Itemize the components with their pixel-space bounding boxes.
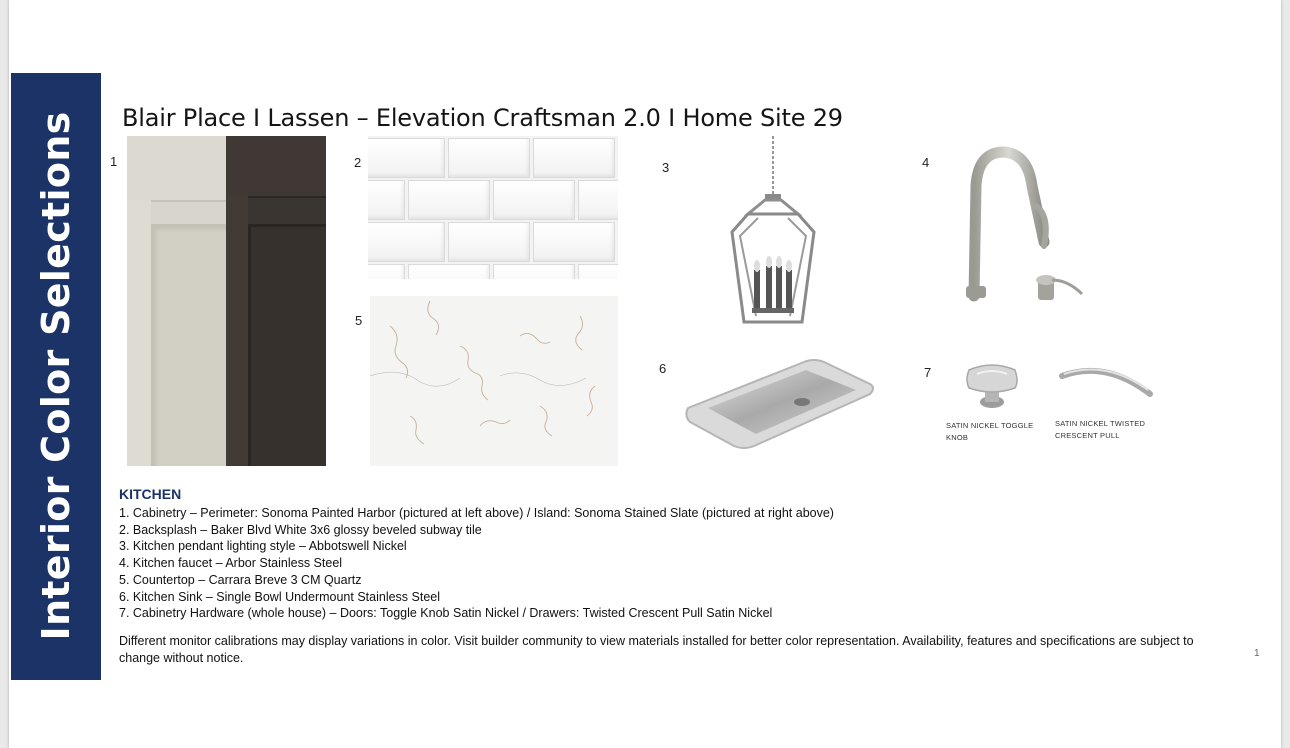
selection-list bbox=[119, 505, 834, 622]
list-item: 2. Backsplash – Baker Blvd White 3x6 glossy beveled subway tile bbox=[119, 522, 482, 537]
list-item: 5. Countertop – Carrara Breve 3 CM Quartz bbox=[119, 572, 362, 587]
sink-image bbox=[684, 358, 876, 452]
knob-label: SATIN NICKEL TOGGLE KNOB bbox=[946, 421, 1034, 442]
image-number-7: 7 bbox=[924, 365, 932, 380]
disclaimer: Different monitor calibrations may display variations in color. Visit builder community to view materials installed for better color representation. Availability, features and specifications are subject to change without notice. bbox=[119, 634, 1194, 665]
pull-label: SATIN NICKEL TWISTED CRESCENT PULL bbox=[1055, 419, 1146, 440]
image-number-6: 6 bbox=[659, 361, 667, 376]
pendant-light-image bbox=[710, 136, 836, 332]
subway-tile-swatch bbox=[368, 136, 618, 279]
list-item: 4. Kitchen faucet – Arbor Stainless Steel bbox=[119, 556, 343, 571]
cabinet-door-swatch-dark bbox=[226, 136, 326, 466]
list-item: 1. Cabinetry – Perimeter: Sonoma Painted Harbor (pictured at left above) / Island: Sonoma Stained Slate (pictured at right above) bbox=[119, 506, 834, 520]
image-number-5: 5 bbox=[355, 313, 363, 328]
image-number-4: 4 bbox=[922, 155, 930, 170]
list-item: 3. Kitchen pendant lighting style – Abbotswell Nickel bbox=[119, 539, 407, 554]
side-banner-title: Interior Color Selections bbox=[34, 111, 78, 641]
image-number-1: 1 bbox=[110, 154, 118, 169]
list-item: 6. Kitchen Sink – Single Bowl Undermount Stainless Steel bbox=[119, 589, 441, 604]
page-number: 1 bbox=[1254, 648, 1260, 659]
quartz-swatch bbox=[370, 296, 618, 466]
page-title: Blair Place I Lassen – Elevation Craftsman 2.0 I Home Site 29 bbox=[122, 104, 843, 132]
image-number-2: 2 bbox=[354, 155, 362, 170]
crescent-pull-image bbox=[1058, 362, 1154, 398]
image-number-3: 3 bbox=[662, 160, 670, 175]
list-item: 7. Cabinetry Hardware (whole house) – Doors: Toggle Knob Satin Nickel / Drawers: Twisted Crescent Pull Satin Nickel bbox=[119, 606, 773, 621]
faucet-image bbox=[958, 146, 1088, 306]
cabinet-door-swatch-light bbox=[127, 136, 226, 466]
toggle-knob-image bbox=[963, 360, 1021, 410]
section-title: KITCHEN bbox=[119, 486, 182, 502]
